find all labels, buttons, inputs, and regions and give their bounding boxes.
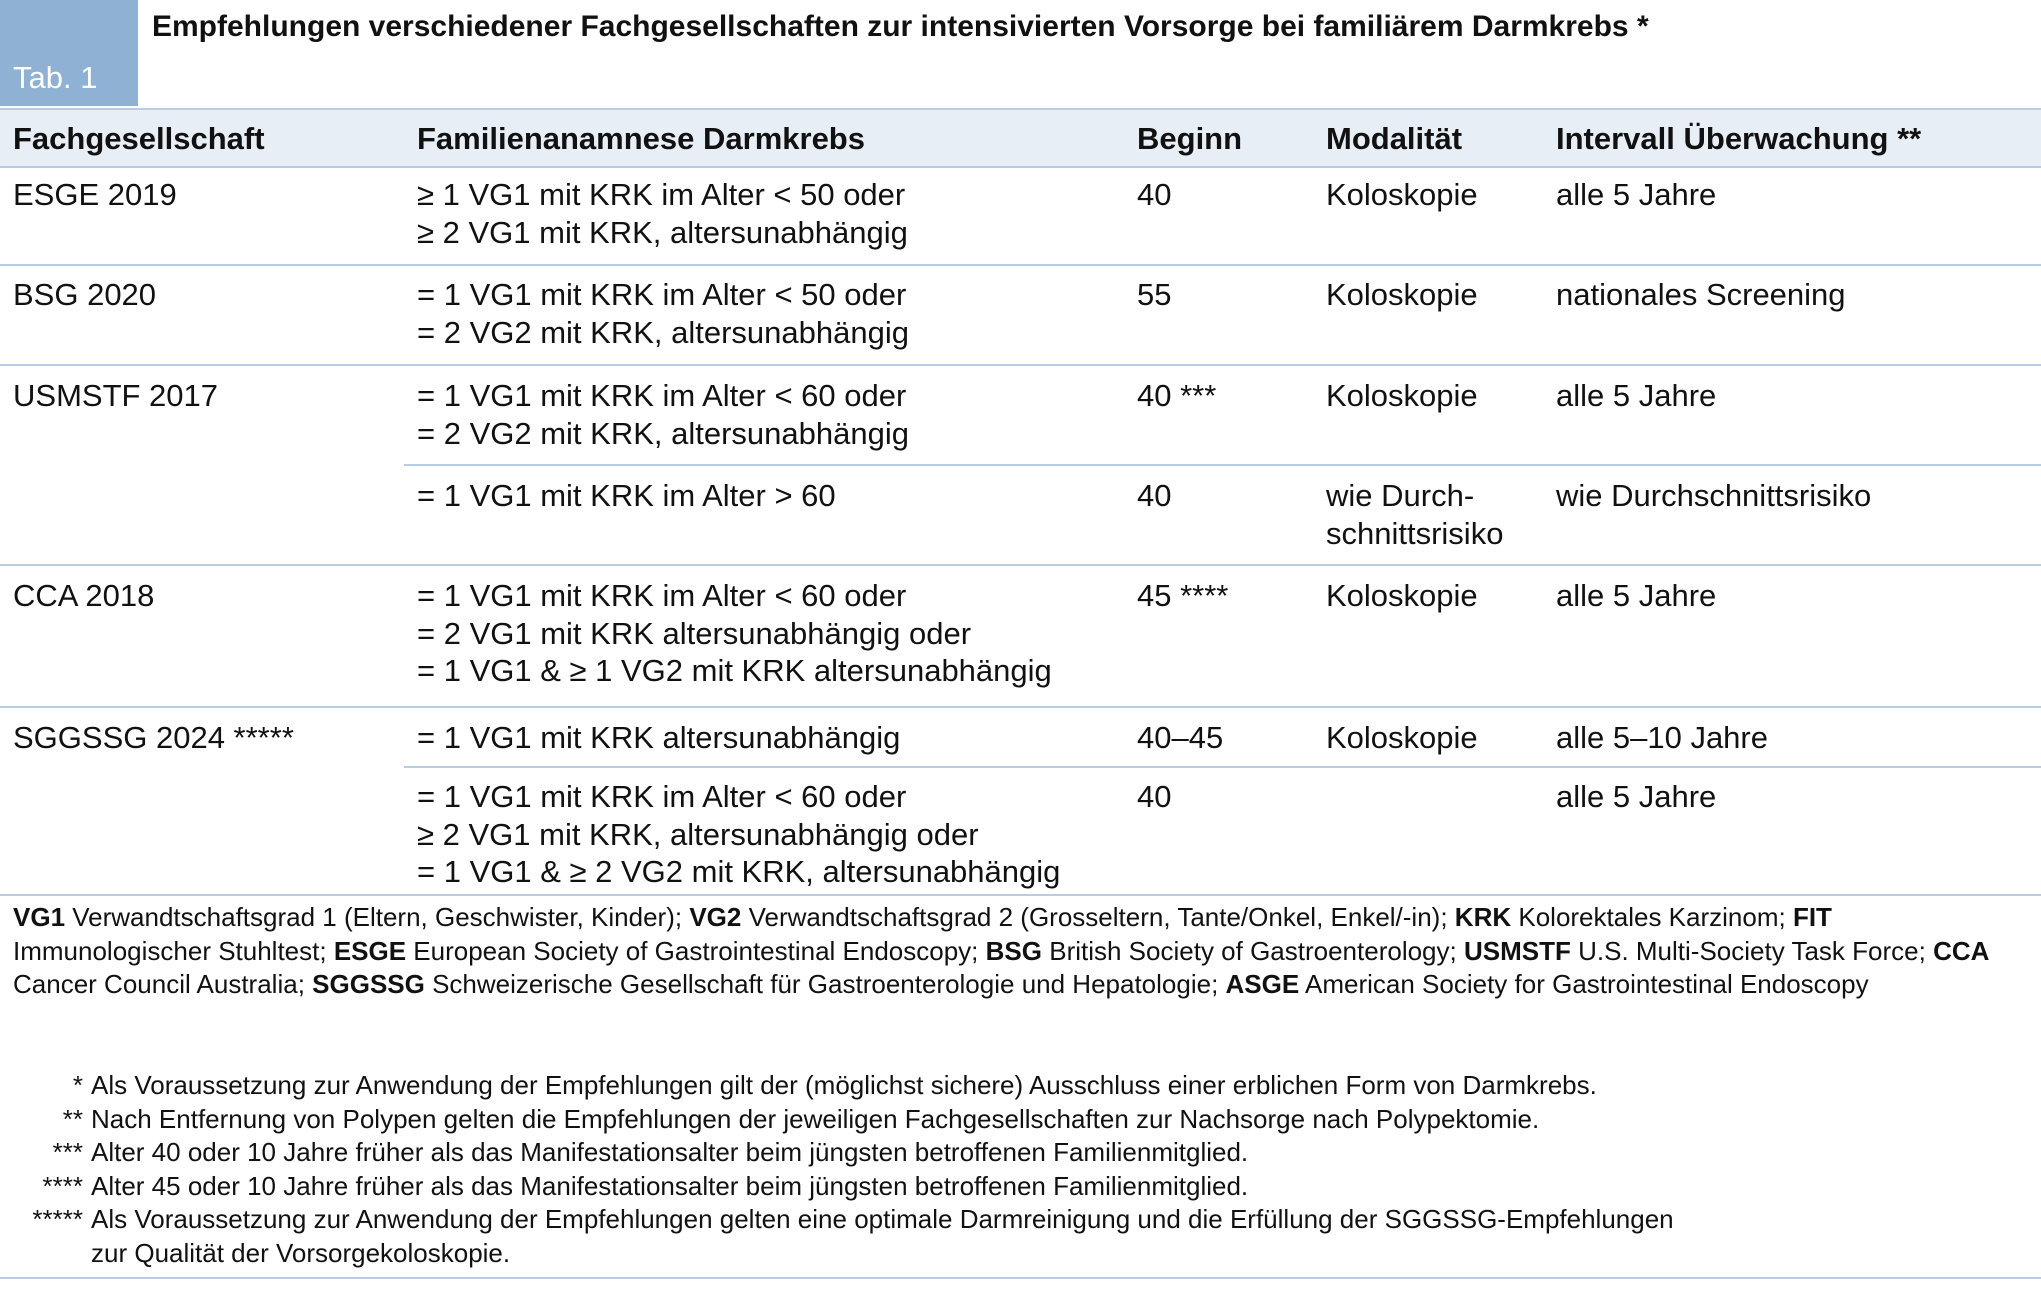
abbreviation-definition: Immunologischer Stuhltest;	[13, 935, 327, 966]
cell-start: 40 ***	[1137, 378, 1217, 413]
footnote-marker: *****	[32, 1204, 83, 1234]
footnote-line: Als Voraussetzung zur Anwendung der Empfehlungen gelten eine optimale Darmreinigung und die Erfüllung der SGGSSG-Empfehlungen	[91, 1204, 1674, 1234]
cell-modality	[1326, 719, 1478, 757]
abbreviation-term: CCA	[1933, 935, 1990, 966]
column-header-society: Fachgesellschaft	[13, 121, 265, 156]
cell-interval: alle 5 Jahre	[1556, 177, 1717, 212]
footnote-line: Als Voraussetzung zur Anwendung der Empfehlungen gilt der (möglichst sichere) Ausschluss einer erblichen Form von Darmkrebs.	[91, 1070, 1597, 1100]
history-line: = 1 VG1 mit KRK im Alter < 60 oder	[417, 378, 907, 413]
column-header-row	[0, 108, 2041, 168]
cell-society: BSG 2020	[13, 277, 157, 312]
history-line: = 2 VG1 mit KRK altersunabhängig oder	[417, 615, 972, 651]
cell-start: 55	[1137, 277, 1172, 312]
abbreviation-term: ASGE	[1225, 969, 1300, 999]
cell-society: CCA 2018	[13, 578, 155, 613]
abbreviation-term: VG1	[13, 902, 66, 932]
abbreviation-term: VG2	[689, 902, 742, 932]
column-header-modality: Modalität	[1326, 121, 1463, 156]
cell-society: SGGSSG 2024 *****	[13, 720, 294, 755]
modality-line: Koloskopie	[1326, 177, 1478, 212]
abbreviation-definition: British Society of Gastroenterology;	[1042, 935, 1457, 966]
abbreviation-term: ESGE	[333, 935, 407, 966]
abbreviation-definition: American Society for Gastrointestinal Endoscopy	[1299, 969, 1869, 999]
cell-history	[417, 276, 909, 351]
history-line: ≥ 1 VG1 mit KRK im Alter < 50 oder	[417, 177, 906, 212]
cell-history	[417, 577, 1052, 690]
modality-line: schnittsrisiko	[1326, 515, 1504, 551]
footnote-marker: ***	[52, 1137, 83, 1167]
modality-line: Koloskopie	[1326, 720, 1478, 755]
modality-line: wie Durch-	[1326, 478, 1475, 513]
cell-start: 40	[1137, 779, 1172, 814]
row-separator	[0, 706, 2041, 708]
cell-start: 45 ****	[1137, 578, 1229, 613]
history-line: ≥ 2 VG1 mit KRK, altersunabhängig oder	[417, 816, 979, 852]
footnote-line: zur Qualität der Vorsorgekoloskopie.	[91, 1237, 511, 1268]
footnote-text	[91, 1103, 1539, 1137]
cell-history	[417, 377, 909, 452]
abbreviation-item	[312, 969, 1218, 999]
abbreviation-item	[334, 936, 979, 966]
footnote-marker: ****	[42, 1170, 83, 1201]
abbreviation-item	[1226, 969, 1869, 999]
abbreviation-definition: European Society of Gastrointestinal Endoscopy;	[406, 935, 979, 966]
row-separator	[0, 564, 2041, 566]
footnote-marker: *	[72, 1070, 83, 1100]
row-separator	[0, 264, 2041, 266]
abbreviation-term: BSG	[985, 935, 1042, 966]
history-line: = 1 VG1 mit KRK im Alter < 60 oder	[417, 779, 907, 814]
table-bottom-rule	[0, 894, 2041, 896]
history-line: = 1 VG1 & ≥ 2 VG2 mit KRK, altersunabhängig	[417, 854, 1061, 889]
footnote-text	[91, 1136, 1248, 1170]
abbreviation-item	[689, 902, 1447, 932]
footnote-line: Nach Entfernung von Polypen gelten die Empfehlungen der jeweiligen Fachgesellschaften zur Nachsorge nach Polypektomie.	[91, 1103, 1540, 1134]
cell-modality	[1326, 276, 1478, 314]
row-separator	[0, 364, 2041, 366]
abbreviation-item	[1464, 936, 1926, 966]
history-line: = 1 VG1 mit KRK im Alter < 50 oder	[417, 277, 907, 312]
abbreviation-term: SGGSSG	[312, 969, 425, 999]
cell-modality	[1326, 477, 1503, 552]
table-header-band	[0, 0, 2041, 106]
cell-interval: nationales Screening	[1556, 277, 1846, 312]
abbreviation-term: KRK	[1454, 902, 1512, 932]
history-line: = 2 VG2 mit KRK, altersunabhängig	[417, 415, 909, 451]
history-line: = 1 VG1 & ≥ 1 VG2 mit KRK altersunabhängig	[417, 653, 1052, 688]
footnote-text	[91, 1069, 1597, 1103]
column-header-interval: Intervall Überwachung **	[1556, 121, 1922, 156]
table-title: Empfehlungen verschiedener Fachgesellschaften zur intensivierten Vorsorge bei familiärem Darmkrebs *	[152, 10, 1649, 43]
cell-interval: alle 5 Jahre	[1556, 378, 1717, 413]
footnote-marker: **	[62, 1103, 83, 1134]
history-line: = 1 VG1 mit KRK altersunabhängig	[417, 720, 901, 755]
abbreviation-definition: Verwandtschaftsgrad 2 (Grosseltern, Tante/Onkel, Enkel/-in);	[741, 902, 1448, 932]
footnote-line: Alter 40 oder 10 Jahre früher als das Manifestationsalter beim jüngsten betroffenen Familienmitglied.	[91, 1137, 1249, 1167]
footnote-text	[91, 1203, 1674, 1270]
history-line: = 1 VG1 mit KRK im Alter < 60 oder	[417, 578, 907, 613]
cell-start: 40	[1137, 478, 1172, 513]
history-line: = 1 VG1 mit KRK im Alter > 60	[417, 478, 836, 513]
footnote-line: Alter 45 oder 10 Jahre früher als das Manifestationsalter beim jüngsten betroffenen Familienmitglied.	[91, 1170, 1249, 1201]
abbreviation-definition: U.S. Multi-Society Task Force;	[1570, 935, 1926, 966]
abbreviation-definition: Schweizerische Gesellschaft für Gastroenterologie und Hepatologie;	[424, 969, 1219, 999]
cell-modality	[1326, 577, 1478, 615]
abbreviation-item	[986, 936, 1457, 966]
modality-line: Koloskopie	[1326, 578, 1478, 613]
cell-history	[417, 778, 1060, 891]
cell-start: 40	[1137, 177, 1172, 212]
abbreviation-definition: Verwandtschaftsgrad 1 (Eltern, Geschwister, Kinder);	[65, 902, 683, 932]
cell-history	[417, 176, 908, 251]
abbreviation-term: USMSTF	[1463, 935, 1571, 966]
history-line: ≥ 2 VG1 mit KRK, altersunabhängig	[417, 214, 908, 250]
table-number-badge	[0, 0, 138, 106]
footnote-text	[91, 1170, 1248, 1204]
cell-society: USMSTF 2017	[13, 378, 219, 413]
row-separator	[404, 464, 2041, 466]
cell-interval: alle 5 Jahre	[1556, 779, 1717, 814]
column-header-start: Beginn	[1137, 121, 1243, 156]
cell-interval: alle 5 Jahre	[1556, 578, 1717, 613]
table-number: Tab. 1	[13, 60, 98, 95]
abbreviation-term: FIT	[1792, 902, 1832, 932]
cell-interval: alle 5–10 Jahre	[1556, 720, 1768, 755]
cell-interval: wie Durchschnittsrisiko	[1556, 478, 1872, 513]
modality-line: Koloskopie	[1326, 277, 1478, 312]
abbreviation-definition: Kolorektales Karzinom;	[1511, 902, 1786, 932]
cell-start: 40–45	[1137, 720, 1224, 755]
abbreviation-legend	[13, 901, 2033, 1002]
row-separator	[404, 766, 2041, 768]
cell-modality	[1326, 377, 1478, 415]
cell-history	[417, 719, 900, 757]
abbreviation-item	[13, 902, 682, 932]
cell-modality	[1326, 176, 1478, 214]
cell-history	[417, 477, 836, 515]
column-header-history: Familienanamnese Darmkrebs	[417, 121, 865, 156]
history-line: = 2 VG2 mit KRK, altersunabhängig	[417, 314, 909, 350]
footnote-bottom-rule	[0, 1277, 2041, 1279]
cell-society: ESGE 2019	[13, 177, 177, 212]
modality-line: Koloskopie	[1326, 378, 1478, 413]
abbreviation-item	[1455, 902, 1786, 932]
abbreviation-definition: Cancer Council Australia;	[13, 969, 305, 999]
